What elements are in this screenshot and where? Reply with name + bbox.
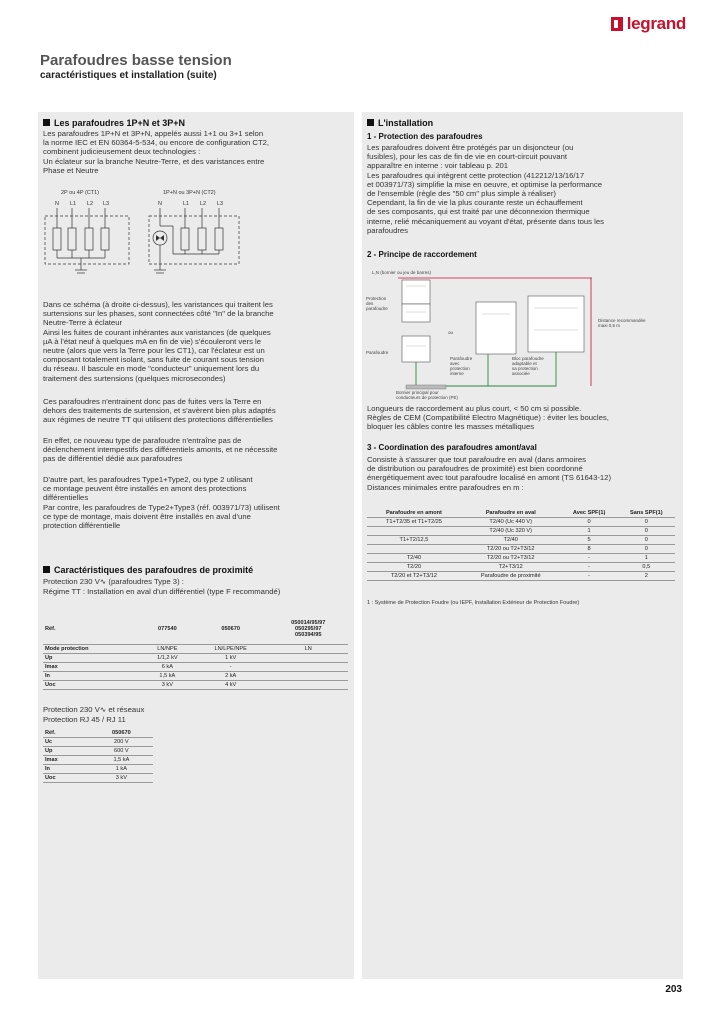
- table-cell: In: [43, 671, 142, 680]
- integrated-label: Parafoudre avec protection interne: [450, 356, 473, 376]
- ct2-label-l2: L2: [200, 201, 207, 207]
- table-cell: -: [193, 662, 269, 671]
- table-cell: 3 kV: [142, 680, 193, 689]
- table-header-cell: 077540: [142, 614, 193, 644]
- table-cell: [268, 662, 348, 671]
- table-cell: 1: [618, 554, 675, 563]
- table-row: [43, 653, 348, 662]
- table-row: [367, 572, 675, 581]
- table-cell: T2/20: [367, 563, 461, 572]
- raccordement-illustration: [366, 268, 666, 402]
- table-cell: Mode protection: [43, 644, 142, 653]
- table-cell: Up: [43, 653, 142, 662]
- ct2-title: 1P+N ou 3P+N (CT2): [163, 190, 216, 196]
- table-cell: 0: [618, 518, 675, 527]
- table-cell: 5: [561, 536, 618, 545]
- table-cell: 2: [618, 572, 675, 581]
- table-cell: T2+T3/12: [461, 563, 561, 572]
- table-cell: T2/40: [461, 536, 561, 545]
- intro-paragraph: Les parafoudres 1P+N et 3P+N, appelés aussi 1+1 ou 3+1 selon la norme IEC et EN 60364-5-534, ou encore de configuration CT2, combinent judicieusement deux technologies : Un éclateur sur la branche Neutre-Terre, et des varistances entre Phase et Neutre: [43, 129, 270, 175]
- square-bullet-icon: [43, 119, 50, 126]
- legrand-logo: [611, 14, 686, 34]
- table-cell: 1/1,2 kV: [142, 653, 193, 662]
- table-row: [43, 747, 153, 756]
- table-row: [43, 644, 348, 653]
- reseaux-line: Protection 230 V∿ et réseaux: [43, 705, 145, 714]
- declenchement-paragraph: En effet, ce nouveau type de parafoudre n'entraîne pas de déclenchement intempestifs des différentiels amonts, et ne nécessite pas de différentiel dédié aux parafoudres: [43, 436, 278, 464]
- table-cell: Up: [43, 747, 90, 756]
- table-header-cell: 050670: [193, 614, 269, 644]
- ct1-title: 2P ou 4P (CT1): [61, 190, 100, 196]
- ct1-label-n: N: [55, 201, 59, 207]
- table-row: [43, 756, 153, 765]
- rj45-line: Protection RJ 45 / RJ 11: [43, 715, 126, 724]
- coordination-table: [367, 509, 675, 581]
- ct1-label-l1: L1: [70, 201, 77, 207]
- table-row: [43, 738, 153, 747]
- table-header-cell: Sans SPF(1): [618, 509, 675, 518]
- section-heading-proximite: Caractéristiques des parafoudres de proximité: [43, 565, 253, 575]
- protection-label: Protection des parafoudre: [366, 296, 388, 311]
- square-bullet-icon: [43, 566, 50, 573]
- table-cell: T1+T2/35 et T1+T2/25: [367, 518, 461, 527]
- table-cell: 3 kV: [90, 774, 153, 783]
- ln-label: L,N (bornier ou jeu de barres): [372, 270, 432, 275]
- table-cell: -: [561, 554, 618, 563]
- fuite-paragraph: Ces parafoudres n'entrainent donc pas de fuites vers la Terre en dehors des traitements de surtension, et s'avèrent bien plus adaptés aux régimes de neutre TT qui utilisent des protections différentielles: [43, 397, 276, 425]
- schema-paragraph: Dans ce schéma (à droite ci-dessus), les varistances qui traitent les surtensions sur les phases, sont connectées côté "In" de la branche Neutre-Terre à éclateur Ainsi les fuites de courant inhérantes aux varistances (de quelques µA à l'état neuf à quelques mA en fin de vie) s'écouleront vers le neutre (alors que vers la Terre pour les CT1), car l'éclateur est un composant totalement isolant, sans fuite de courant sous tension du réseau. Il bascule en mode "conducteur" uniquement lors du traitement des surtensions (quelques microsecondes): [43, 300, 274, 383]
- table-cell: -: [561, 563, 618, 572]
- type-paragraph: D'autre part, les parafoudres Type1+Type2, ou type 2 utilisant ce montage peuvent être installés en amont des protections différentielles Par contre, les parafoudres de Type2+Type3 (réf. 003971/73) utilisent ce type de montage, mais doivent être installés en aval d'une protection différentielle: [43, 475, 280, 531]
- table-cell: LN: [268, 644, 348, 653]
- table-cell: T2/40 (Uc 320 V): [461, 527, 561, 536]
- protection-paragraph: Les parafoudres doivent être protégés par un disjoncteur (ou fusibles), pour les cas de fin de vie en court-circuit pouvant apparaître en interne : voir tableau p. 201 Les parafoudres qui intègrent cette protection (412212/13/16/17 et 003971/73) simplifie la mise en oeuvre, et optimise la performance de l'ensemble (règle des "50 cm" plus simple à réaliser) Cependant, la fin de vie la plus courante reste un échauffement de ses composants, qui est traité par une déconnexion thermique interne, relié mécaniquement au voyant d'état, présente dans tous les parafoudres: [367, 143, 604, 235]
- table-row: [367, 536, 675, 545]
- table-row: [367, 527, 675, 536]
- table-cell: 200 V: [90, 738, 153, 747]
- table-cell: T2/20 ou T2+T3/12: [461, 554, 561, 563]
- table-cell: [268, 680, 348, 689]
- table-cell: 0: [561, 518, 618, 527]
- table-cell: T1+T2/12,5: [367, 536, 461, 545]
- ct1-label-l2: L2: [87, 201, 94, 207]
- table-cell: 1: [561, 527, 618, 536]
- table-row: [43, 680, 348, 689]
- legrand-logo-mark: [611, 17, 623, 31]
- table-cell: 2 kA: [193, 671, 269, 680]
- table-cell: 8: [561, 545, 618, 554]
- table-cell: T2/40: [367, 554, 461, 563]
- table-header-cell: Parafoudre en amont: [367, 509, 461, 518]
- table-row: [43, 662, 348, 671]
- regime-line: Régime TT : Installation en aval d'un différentiel (type F recommandé): [43, 587, 281, 596]
- table-row: [43, 774, 153, 783]
- table-header-cell: 050014/95/97 050295/97 050394/95: [268, 614, 348, 644]
- page-subtitle: caractéristiques et installation (suite): [40, 70, 217, 81]
- ct1-ct2-wiring-diagram: [43, 186, 243, 278]
- table-cell: 1,5 kA: [142, 671, 193, 680]
- table-cell: T2/20 et T2+T3/12: [367, 572, 461, 581]
- table-header-cell: Réf.: [43, 729, 90, 738]
- table-row: [367, 554, 675, 563]
- table-header-row: [367, 509, 675, 518]
- rj45-table: [43, 729, 153, 783]
- protection-line: Protection 230 V∿ (parafoudres Type 3) :: [43, 577, 184, 586]
- distance-label: Distance recommandée maxi 0,5 m: [598, 318, 646, 328]
- page-number: 203: [665, 984, 682, 995]
- ct2-label-n: N: [158, 201, 162, 207]
- table-cell: 0,5: [618, 563, 675, 572]
- table-cell: [367, 545, 461, 554]
- coordination-footnote: 1 : Système de Protection Foudre (ou IEPF, Installation Extérieur de Protection Foudre): [367, 600, 580, 606]
- table-cell: 600 V: [90, 747, 153, 756]
- square-bullet-icon: [367, 119, 374, 126]
- table-cell: Imax: [43, 662, 142, 671]
- raccordement-svg: [366, 268, 666, 402]
- table-cell: 6 kA: [142, 662, 193, 671]
- bornier-label: Bornier principal pour conducteurs de protection (PE): [396, 390, 459, 400]
- table-cell: -: [561, 572, 618, 581]
- table-header-cell: Parafoudre en aval: [461, 509, 561, 518]
- table-cell: Imax: [43, 756, 90, 765]
- table-header-cell: 050670: [90, 729, 153, 738]
- table-cell: LN/LPE/NPE: [193, 644, 269, 653]
- table-cell: 1 kV: [193, 653, 269, 662]
- parafoudre-label: Parafoudre: [366, 350, 389, 355]
- table-cell: [268, 653, 348, 662]
- coordination-subheading: 3 - Coordination des parafoudres amont/aval: [367, 443, 537, 452]
- table-cell: [367, 527, 461, 536]
- table-cell: In: [43, 765, 90, 774]
- table-cell: 0: [618, 545, 675, 554]
- table-cell: 0: [618, 527, 675, 536]
- table-cell: T2/40 (Uc 440 V): [461, 518, 561, 527]
- wiring-schematic-svg: [43, 186, 243, 278]
- table-cell: Parafoudre de proximité: [461, 572, 561, 581]
- table-cell: 1 kA: [90, 765, 153, 774]
- table-header-cell: Avec SPF(1): [561, 509, 618, 518]
- proximite-table: [43, 614, 348, 690]
- bloc-label: Bloc parafoudre adaptable et sa protection associée: [512, 356, 544, 376]
- table-cell: T2/20 ou T2+T3/12: [461, 545, 561, 554]
- section-heading-installation: L'installation: [367, 118, 433, 128]
- table-cell: Uoc: [43, 680, 142, 689]
- page-title: Parafoudres basse tension: [40, 52, 232, 69]
- raccordement-paragraph: Longueurs de raccordement au plus court, < 50 cm si possible. Règles de CEM (Compatibilité Electro Magnétique) : éviter les boucles, bloquer les câbles contre les masses métalliques: [367, 404, 609, 432]
- raccordement-subheading: 2 - Principe de raccordement: [367, 250, 477, 259]
- coordination-paragraph: Consiste à s'assurer que tout parafoudre en aval (dans armoires de distribution ou parafoudres de proximité) est bien coordonné énergétiquement avec tout parafoudre localisé en amont (TS 61643-12) Distances minimales entre parafoudres en m :: [367, 455, 612, 492]
- ct2-label-l3: L3: [217, 201, 224, 207]
- table-row: [367, 518, 675, 527]
- table-header-row: [43, 729, 153, 738]
- table-row: [367, 545, 675, 554]
- ct2-label-l1: L1: [183, 201, 190, 207]
- table-row: [43, 765, 153, 774]
- table-cell: LN/NPE: [142, 644, 193, 653]
- protection-subheading: 1 - Protection des parafoudres: [367, 132, 483, 141]
- table-row: [43, 671, 348, 680]
- table-header-cell: Réf.: [43, 614, 142, 644]
- table-header-row: [43, 614, 348, 644]
- ou-label: ou: [448, 330, 454, 335]
- legrand-logo-text: legrand: [626, 14, 686, 33]
- ct1-label-l3: L3: [103, 201, 110, 207]
- table-cell: Uc: [43, 738, 90, 747]
- section-heading-1p-3p: Les parafoudres 1P+N et 3P+N: [43, 118, 185, 128]
- table-row: [367, 563, 675, 572]
- table-cell: 4 kV: [193, 680, 269, 689]
- table-cell: 0: [618, 536, 675, 545]
- table-cell: 1,5 kA: [90, 756, 153, 765]
- table-cell: Uoc: [43, 774, 90, 783]
- table-cell: [268, 671, 348, 680]
